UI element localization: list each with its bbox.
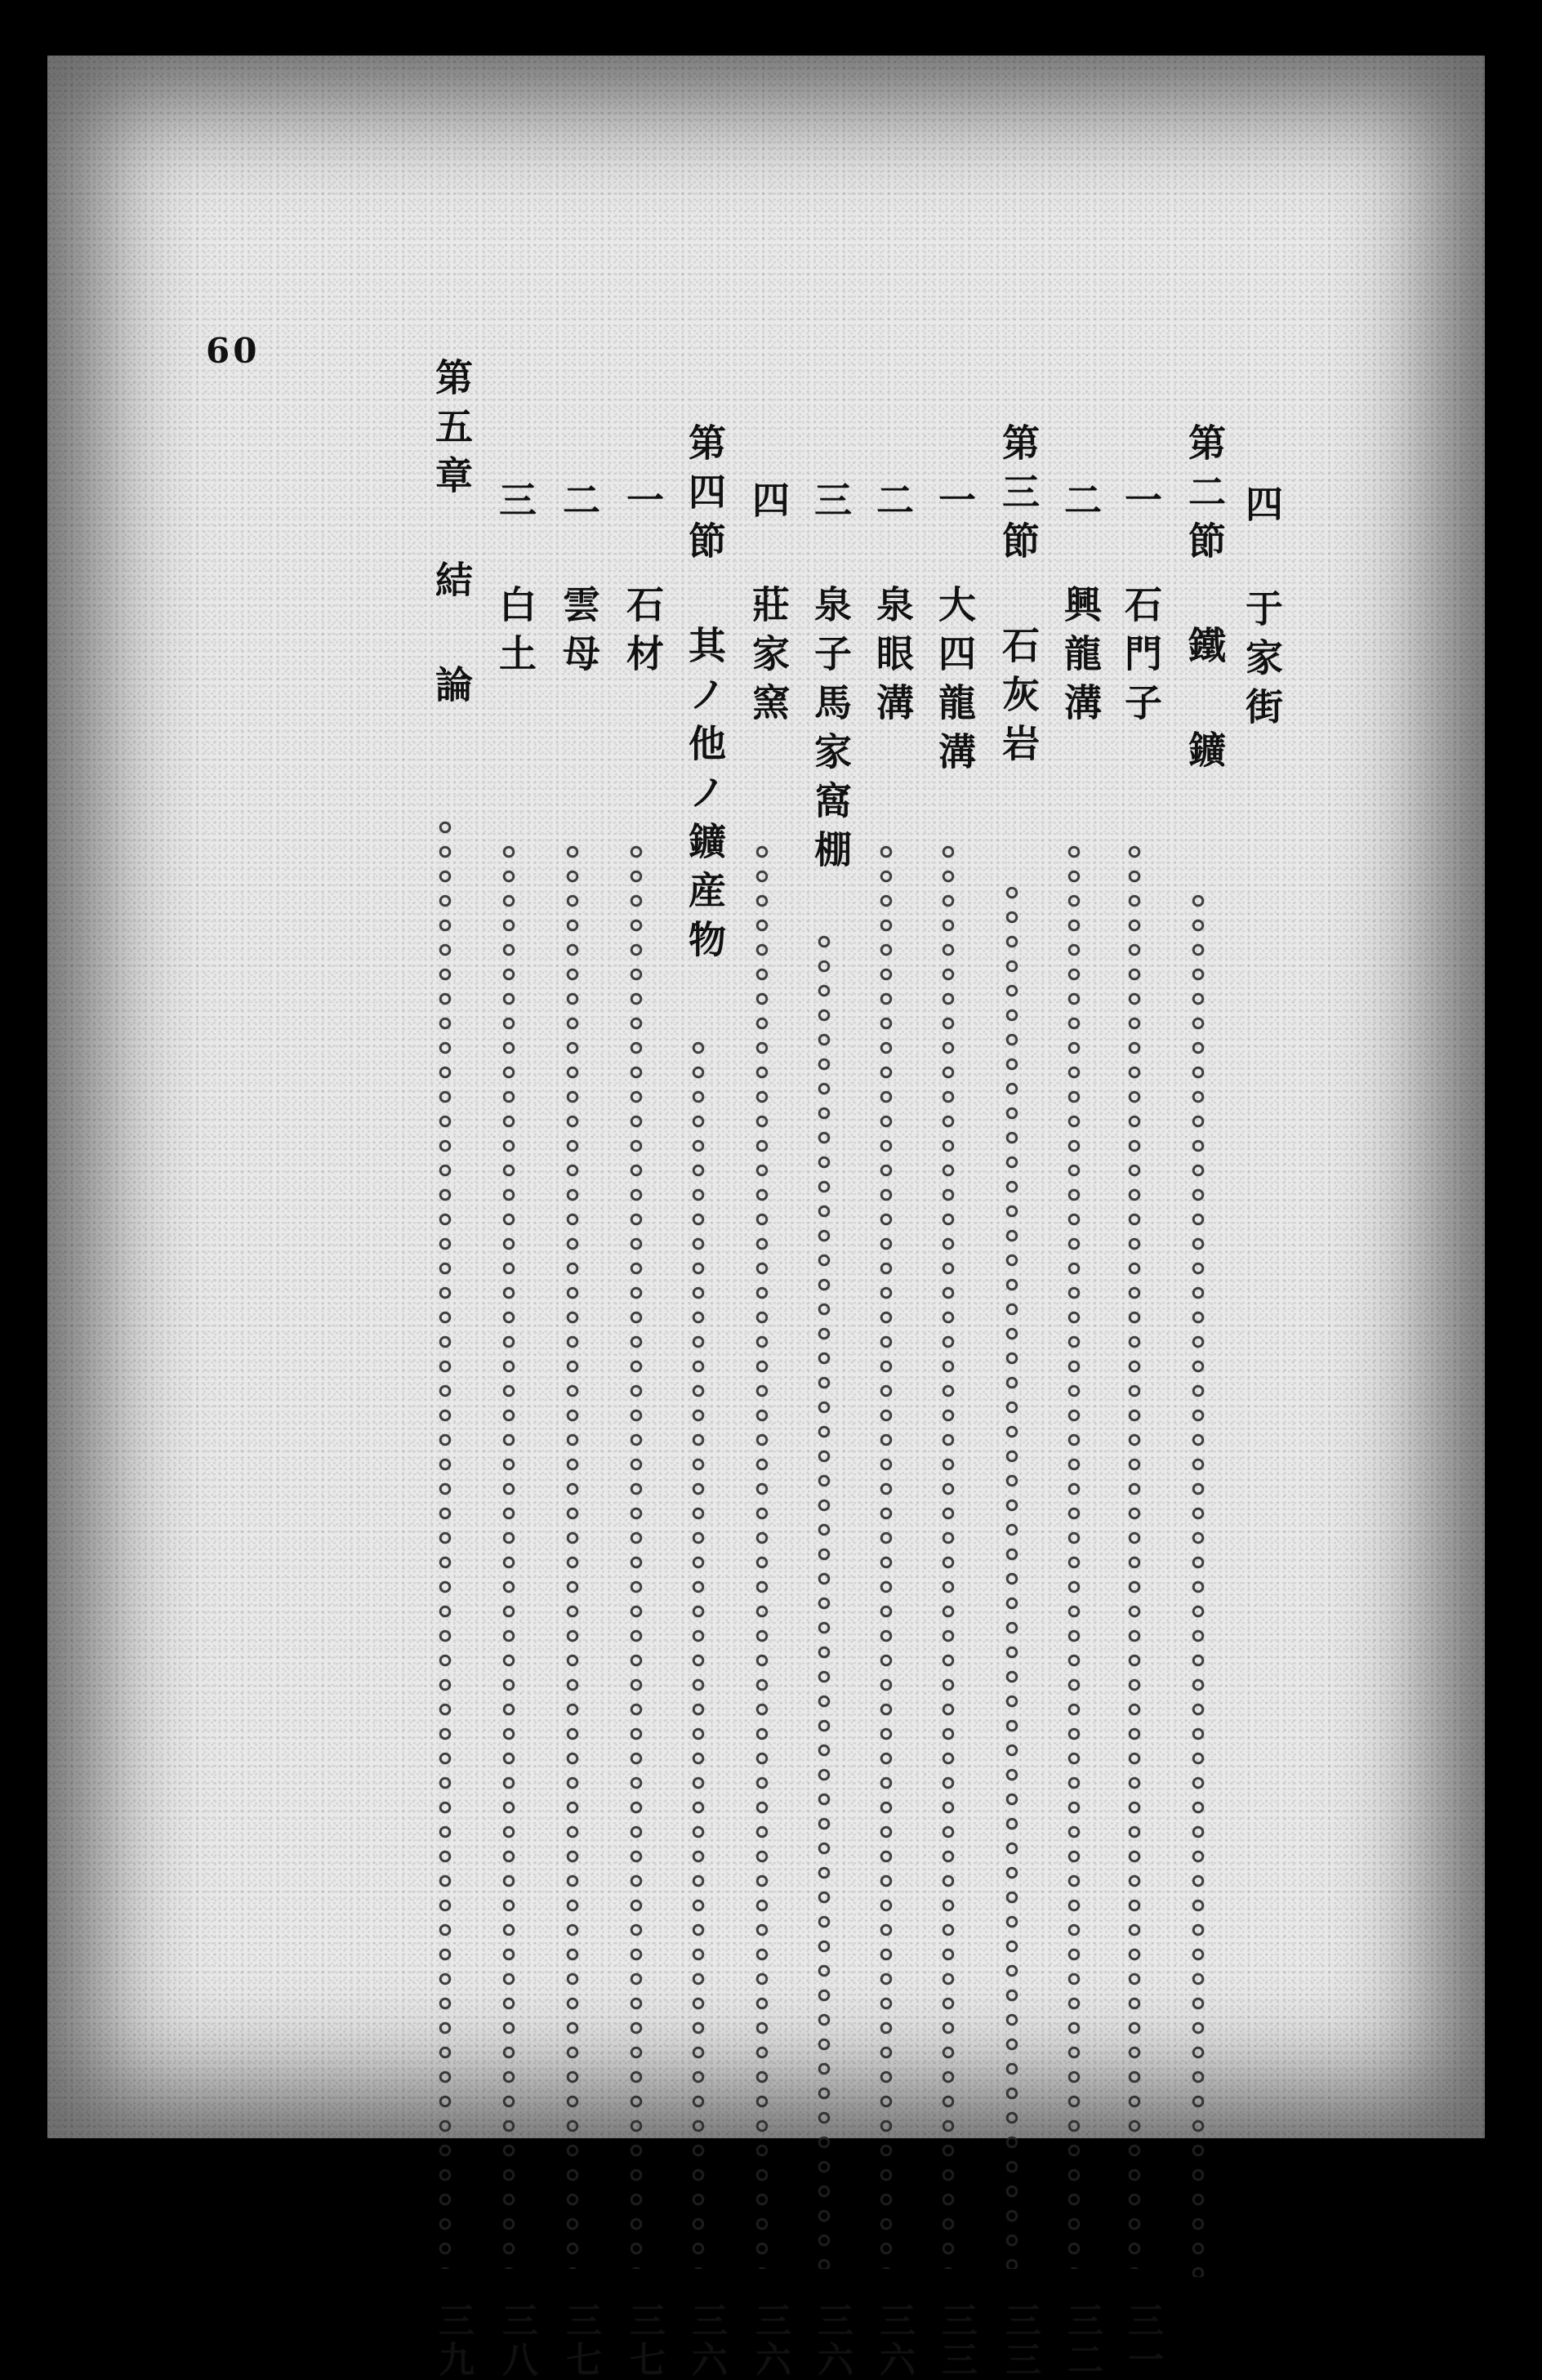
toc-entry-page: 三八 — [496, 2302, 537, 2380]
dot-leader — [436, 815, 454, 2269]
toc-entry-label: 三 白土 — [493, 480, 537, 683]
toc-entry-label: 一 大四龍溝 — [933, 480, 977, 781]
toc-entry-label: 第四節 其ノ他ノ鑛産物 — [683, 423, 727, 969]
toc-entry-label: 一 石材 — [621, 480, 665, 683]
toc-entry-label: 四 莊家窯 — [746, 480, 791, 732]
toc-entry-label: 第五章 結 論 — [430, 358, 474, 714]
toc-entry-label: 第三節 石灰岩 — [996, 423, 1041, 773]
toc-entry-label: 第二節 鐵 鑛 — [1183, 423, 1227, 779]
dot-leader — [753, 840, 771, 2269]
toc-entry-page: 三六 — [685, 2302, 727, 2380]
toc-entry-label: 一 石門子 — [1119, 480, 1163, 732]
header-title: 四 于家街 — [1240, 484, 1284, 736]
dot-leader — [564, 840, 582, 2269]
dot-leader — [1003, 880, 1021, 2269]
dot-leader — [500, 840, 518, 2269]
dot-leader — [689, 1036, 707, 2269]
dot-leader — [1125, 840, 1143, 2269]
toc-entry-page: 三六 — [811, 2302, 853, 2380]
toc-entry-label: 二 泉眼溝 — [871, 480, 915, 732]
document-page — [47, 56, 1485, 2380]
toc-entry-page: 三三 — [935, 2302, 977, 2380]
toc-entry-page: 三三 — [999, 2302, 1041, 2380]
page-number: 09 — [203, 329, 257, 369]
toc-entry-page: 三一 — [1121, 2302, 1163, 2380]
toc-entry-label: 二 雲母 — [557, 480, 601, 683]
toc-entry-page: 三九 — [432, 2302, 474, 2380]
dot-leader — [627, 840, 645, 2269]
toc-entry-page: 三七 — [623, 2302, 665, 2380]
dot-leader — [1065, 840, 1083, 2269]
toc-entry-page: 三七 — [559, 2302, 601, 2380]
toc-entry-page: 三二 — [1061, 2302, 1103, 2380]
toc-entry-page: 三六 — [873, 2302, 915, 2380]
dot-leader — [815, 929, 833, 2269]
toc-entry-page: 三六 — [749, 2302, 791, 2380]
toc-entry-label: 三 泉子馬家窩棚 — [809, 480, 853, 879]
dot-leader — [1189, 889, 1207, 2277]
dot-leader — [877, 840, 895, 2269]
toc-entry-label: 二 興龍溝 — [1058, 480, 1103, 732]
dot-leader — [939, 840, 957, 2269]
